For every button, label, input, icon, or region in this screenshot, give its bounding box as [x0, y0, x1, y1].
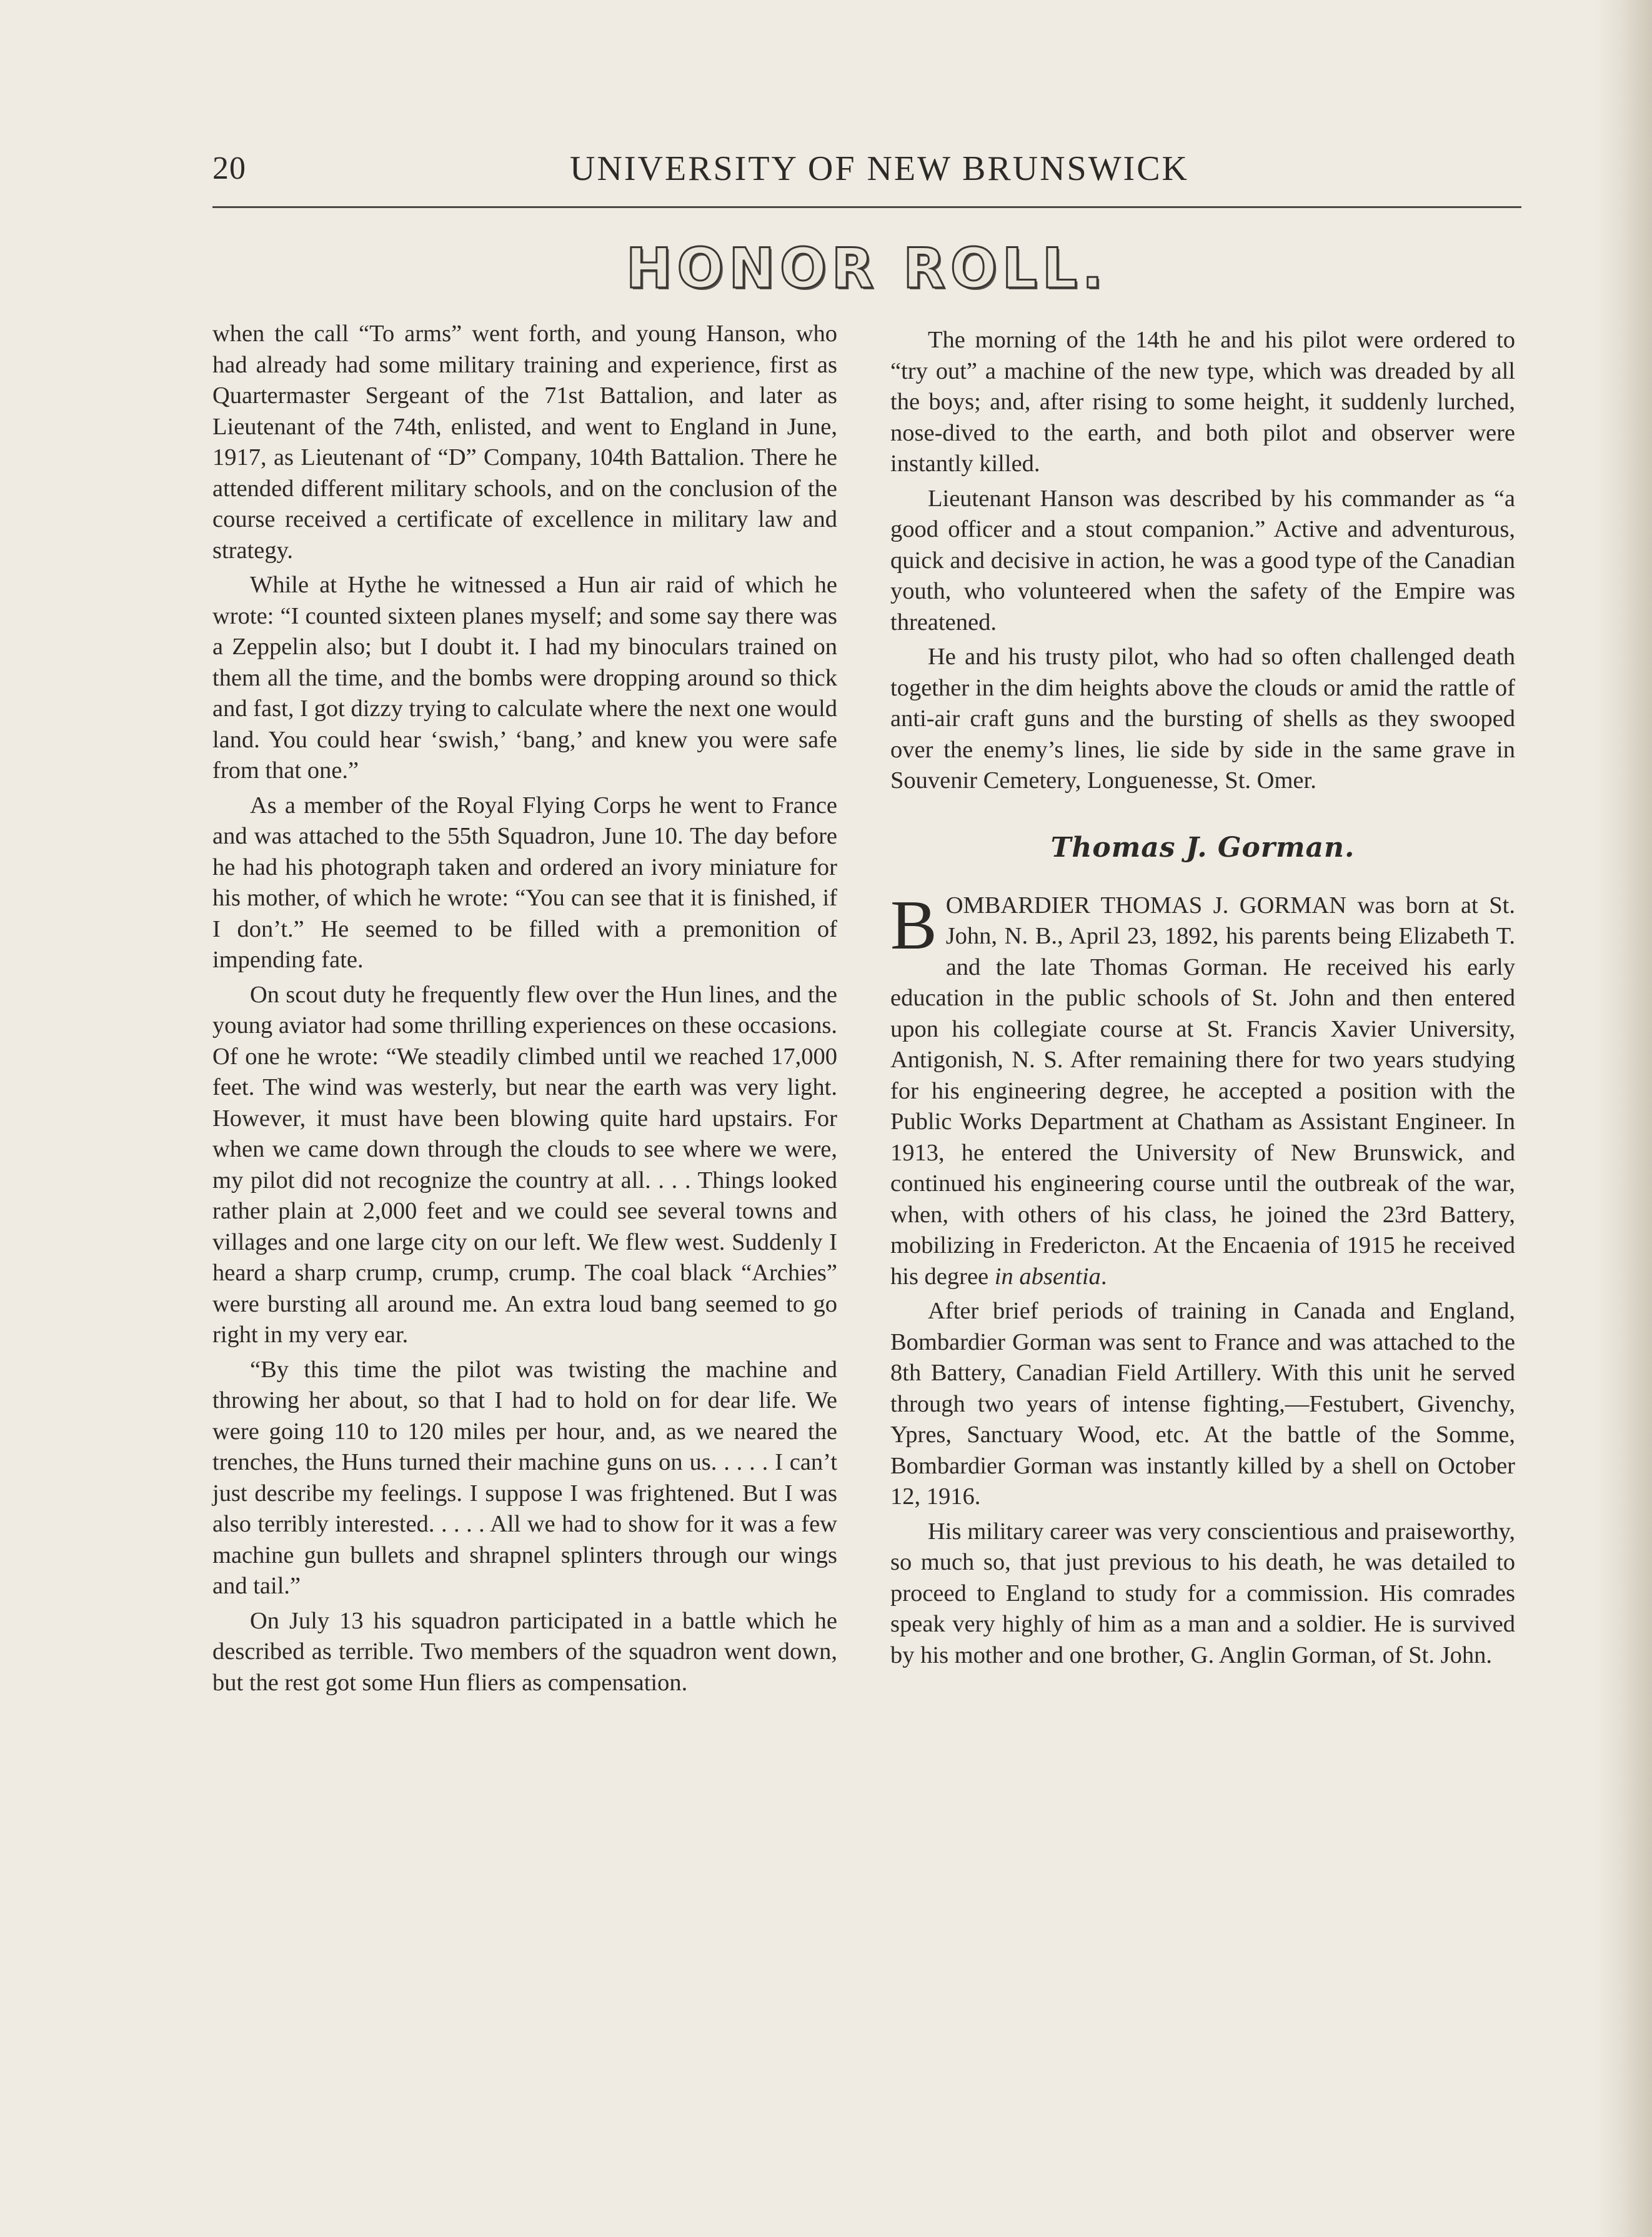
paragraph: On scout duty he frequently flew over the Hun lines, and the young aviator had some thrilling experiences on these occasions. Of one he wrote: “We steadily climbed until we reached 17,000 feet. The wind was westerly, but near the earth was very light. However, it must have been blowing quite hard upstairs. For when we came down through the clouds to see where we were, my pilot did not recognize the country at all. . . . Things looked rather plain at 2,000 feet and we could see several towns and villages and one large city on our left. We flew west. Suddenly I heard a sharp crump, crump, crump. The coal black “Archies” were bursting all around me. An extra loud bang seemed to go right in my very ear.	[212, 981, 837, 1348]
dropcap-paragraph	[890, 886, 1515, 1293]
paragraph: His military career was very conscientious and praiseworthy, so much so, that just previous to his death, he was detailed to proceed to England to study for a commission. His comrades speak very highly of him as a man and a soldier. He is survived by his mother and one brother, G. Anglin Gorman, of St. John.	[890, 1518, 1515, 1668]
paragraph-text: OMBARDIER THOMAS J. GORMAN was born at St. John, N. B., April 23, 1892, his parents being Elizabeth T. and the late Thomas Gorman. He received his early education in the public schools of St. John and then entered upon his collegiate course at St. Francis Xavier University, Antigonish, N. S. After remaining there for two years studying for his engineering degree, he accepted a position with the Public Works Department at Chatham as Assistant Engineer. In 1913, he entered the University of New Brunswick, and continued his engineering course until the outbreak of the war, when, with others of his class, he joined the 23rd Battery, mobilizing in Fredericton. At the Encaenia of 1915 he received his degree	[890, 892, 1515, 1290]
page-number: 20	[212, 151, 246, 186]
paragraph: The morning of the 14th he and his pilot were ordered to “try out” a machine of the new type, which was dreaded by all the boys; and, after rising to some height, it suddenly lurched, nose-dived to the earth, and both pilot and observer were instantly killed.	[890, 327, 1515, 477]
italic-phrase: in absentia	[994, 1263, 1101, 1290]
paragraph: “By this time the pilot was twisting the machine and throwing her about, so that I had to hold on for dear life. We were going 110 to 120 miles per hour, and, as we neared the trenches, the Huns turned their machine guns on us. . . . . I can’t just describe my feelings. I suppose I was frightened. But I was also terribly interested. . . . . All we had to show for it was a few machine gun bullets and shrapnel splinters through our wings and tail.”	[212, 1356, 837, 1599]
paragraph: Lieutenant Hanson was described by his commander as “a good officer and a stout companion.” Active and adventurous, quick and decisive in action, he was a good type of the Canadian youth, who volunteered when the safety of the Empire was threatened.	[890, 485, 1515, 635]
page-header	[212, 144, 1521, 194]
section-title: HONOR ROLL.	[625, 236, 1108, 301]
obituary-subheading: Thomas J. Gorman.	[1050, 831, 1355, 864]
paragraph-end: .	[1100, 1263, 1107, 1290]
left-column	[212, 319, 837, 1702]
drop-cap-letter: B	[890, 886, 937, 964]
right-column	[890, 325, 1515, 1675]
page-edge-shadow	[1596, 0, 1652, 2237]
paragraph: After brief periods of training in Canada and England, Bombardier Gorman was sent to France and was attached to the 8th Battery, Canadian Field Artillery. With this unit he served through two years of intense fighting,—Festubert, Givenchy, Ypres, Sanctuary Wood, etc. At the battle of the Somme, Bombardier Gorman was instantly killed by a shell on October 12, 1916.	[890, 1298, 1515, 1510]
paragraph: He and his trusty pilot, who had so often challenged death together in the dim heights above the clouds or amid the rattle of anti-air craft guns and the bursting of shells as they swooped over the enemy’s lines, lie side by side in the same grave in Souvenir Cemetery, Longuenesse, St. Omer.	[890, 644, 1515, 794]
header-rule	[212, 206, 1521, 208]
paragraph: when the call “To arms” went forth, and young Hanson, who had already had some military training and experience, first as Quartermaster Sergeant of the 71st Battalion, and later as Lieutenant of the 74th, enlisted, and went to England in June, 1917, as Lieutenant of “D” Company, 104th Battalion. There he attended different military schools, and on the conclusion of the course received a certificate of excellence in military law and strategy.	[212, 321, 837, 564]
paragraph: While at Hythe he witnessed a Hun air raid of which he wrote: “I counted sixteen planes myself; and some say there was a Zeppelin also; but I doubt it. I had my binoculars trained on them all the time, and the bombs were dropping around so thick and fast, I got dizzy trying to calculate where the next one would land. You could hear ‘swish,’ ‘bang,’ and knew you were safe from that one.”	[212, 572, 837, 784]
running-head: UNIVERSITY OF NEW BRUNSWICK	[570, 149, 1189, 188]
paragraph: As a member of the Royal Flying Corps he went to France and was attached to the 55th Squadron, June 10. The day before he had his photograph taken and ordered an ivory miniature for his mother, of which he wrote: “You can see that it is finished, if I don’t.” He seemed to be filled with a premonition of impending fate.	[212, 792, 837, 973]
paragraph: On July 13 his squadron participated in a battle which he described as terrible. Two members of the squadron went down, but the rest got some Hun fliers as compensation.	[212, 1607, 837, 1696]
